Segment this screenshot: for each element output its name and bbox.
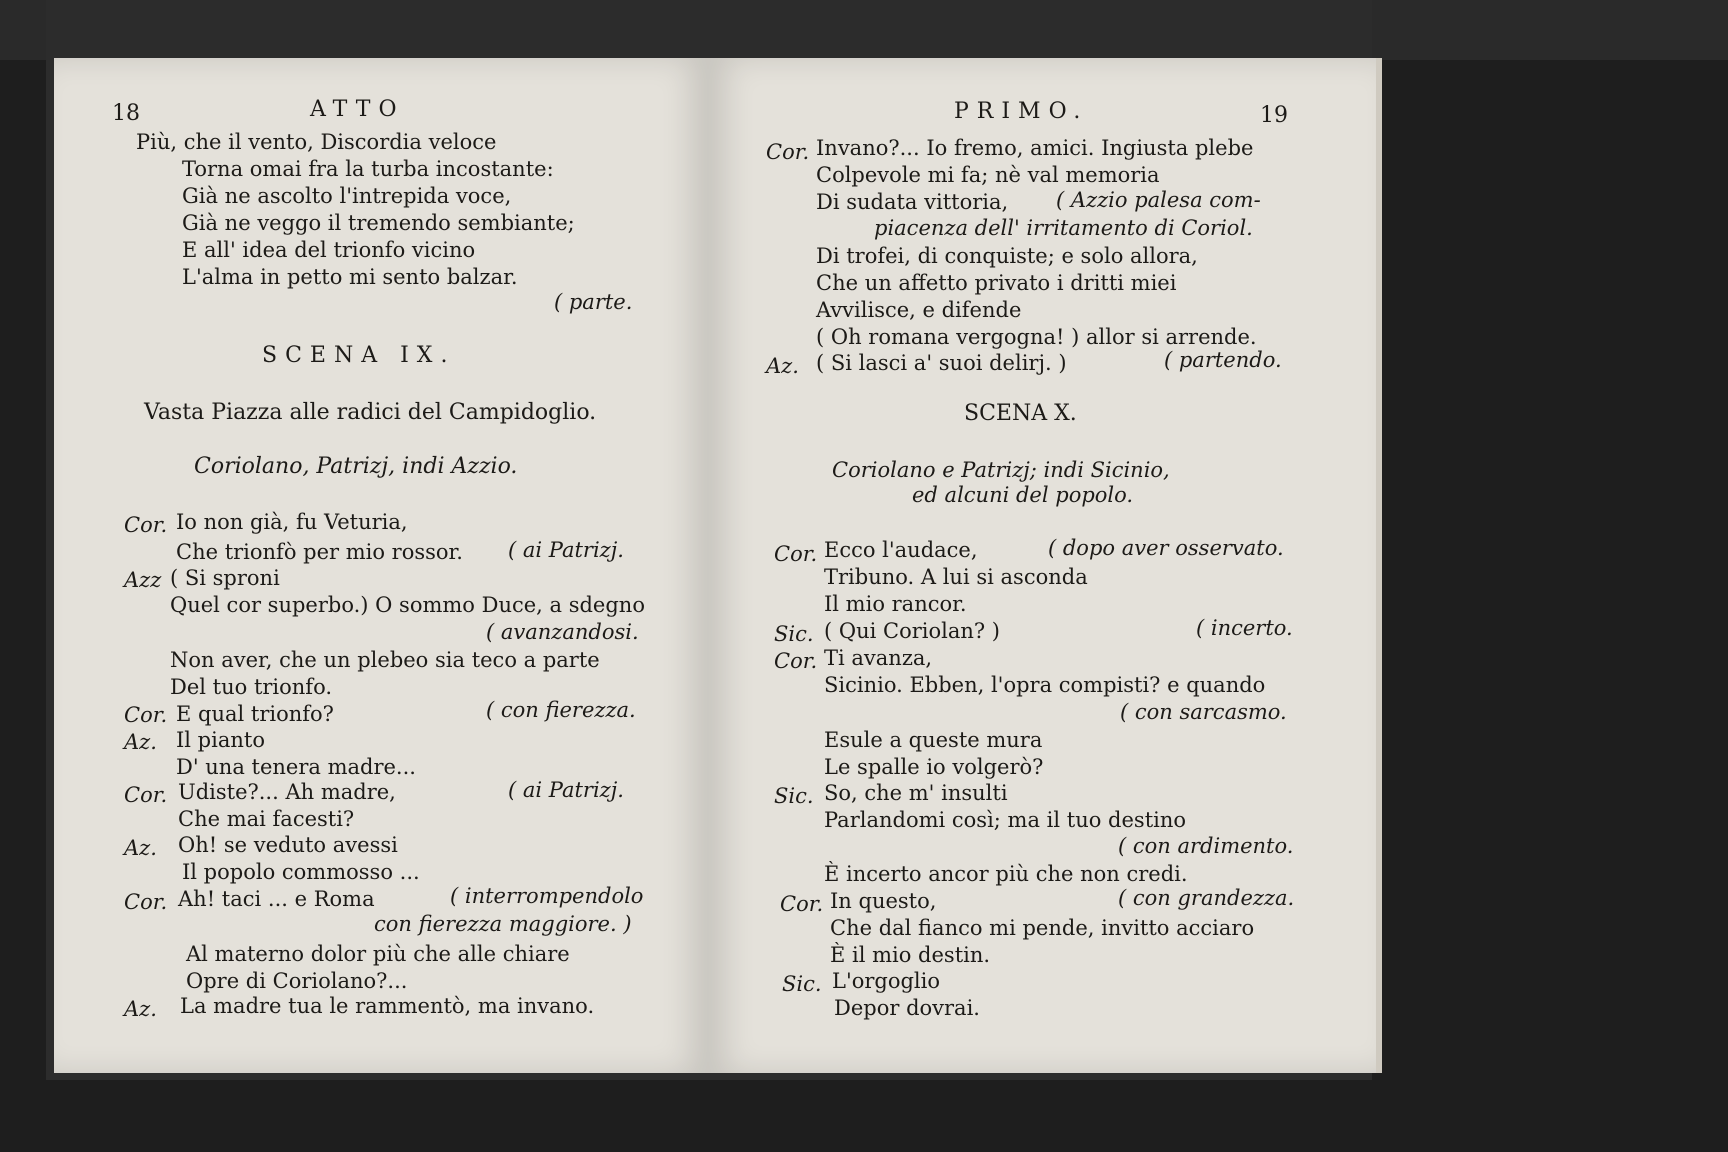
scene-characters: Coriolano, Patrizj, indi Azzio.: [194, 454, 518, 479]
scene-setting: Vasta Piazza alle radici del Campidoglio.: [144, 400, 597, 425]
speaker-label: Cor.: [124, 783, 168, 807]
dialogue-line: Ecco l'audace,: [824, 538, 978, 562]
dialogue-line: Al materno dolor più che alle chiare: [186, 942, 570, 966]
stage-direction: ( dopo aver osservato.: [1048, 536, 1284, 560]
verse-line: Più, che il vento, Discordia veloce: [136, 130, 497, 154]
dialogue-line: Del tuo trionfo.: [170, 675, 333, 699]
dialogue-line: Tribuno. A lui si asconda: [824, 565, 1088, 589]
speaker-label: Az.: [124, 997, 157, 1021]
left-page: [54, 58, 708, 1073]
dialogue-line: Oh! se veduto avessi: [178, 833, 398, 857]
verse-line: Già ne ascolto l'intrepida voce,: [182, 184, 512, 208]
dialogue-line: Colpevole mi fa; nè val memoria: [816, 163, 1160, 187]
dialogue-line: Non aver, che un plebeo sia teco a parte: [170, 648, 600, 672]
speaker-label: Cor.: [124, 890, 168, 914]
dialogue-line: Depor dovrai.: [834, 996, 980, 1020]
dialogue-line: In questo,: [830, 889, 937, 913]
stage-direction: ( partendo.: [1164, 348, 1282, 372]
verse-line: Già ne veggo il tremendo sembiante;: [182, 211, 575, 235]
stage-direction: ( incerto.: [1196, 616, 1293, 640]
dialogue-line: È incerto ancor più che non credi.: [824, 862, 1188, 886]
right-page: [708, 58, 1382, 1073]
verse-line: L'alma in petto mi sento balzar.: [182, 265, 518, 289]
scene-characters: ed alcuni del popolo.: [912, 483, 1134, 507]
dialogue-line: ( Si lasci a' suoi delirj. ): [816, 351, 1067, 375]
dialogue-line: Le spalle io volgerò?: [824, 755, 1044, 779]
speaker-label: Az.: [766, 354, 799, 378]
dialogue-line: Il mio rancor.: [824, 592, 967, 616]
dialogue-line: D' una tenera madre...: [176, 755, 416, 779]
dialogue-line: Invano?... Io fremo, amici. Ingiusta plebe: [816, 136, 1254, 160]
verse-line: Torna omai fra la turba incostante:: [182, 157, 554, 181]
verse-line: E all' idea del trionfo vicino: [182, 238, 476, 262]
dialogue-line: ( Qui Coriolan? ): [824, 619, 1000, 643]
running-head: ATTO: [310, 97, 405, 122]
dialogue-line: Udiste?... Ah madre,: [178, 780, 396, 804]
dialogue-line: ( Si sproni: [170, 566, 280, 590]
dialogue-line: Che trionfò per mio rossor.: [176, 540, 463, 564]
stage-direction: ( interrompendolo: [450, 884, 644, 908]
dialogue-line: Che mai facesti?: [178, 807, 355, 831]
dialogue-line: Di sudata vittoria,: [816, 190, 1009, 214]
dialogue-line: La madre tua le rammentò, ma invano.: [180, 994, 595, 1018]
dialogue-line: Che un affetto privato i dritti miei: [816, 271, 1177, 295]
page-number: 18: [112, 101, 140, 126]
stage-direction: ( Azzio palesa com-: [1056, 188, 1261, 212]
dialogue-line: Che dal fianco mi pende, invitto acciaro: [830, 916, 1255, 940]
dialogue-line: Esule a queste mura: [824, 728, 1043, 752]
stage-direction: ( con grandezza.: [1118, 886, 1295, 910]
speaker-label: Cor.: [766, 140, 810, 164]
scene-title: SCENA X.: [964, 401, 1077, 426]
dialogue-line: Opre di Coriolano?...: [186, 969, 408, 993]
speaker-label: Sic.: [774, 784, 814, 808]
scene-characters: Coriolano e Patrizj; indi Sicinio,: [832, 458, 1170, 482]
dialogue-line: Io non già, fu Veturia,: [176, 510, 408, 534]
speaker-label: Cor.: [124, 703, 168, 727]
stage-direction: ( con fierezza.: [486, 698, 636, 722]
dialogue-line: Il pianto: [176, 728, 265, 752]
dialogue-line: Di trofei, di conquiste; e solo allora,: [816, 244, 1198, 268]
dialogue-line: L'orgoglio: [832, 969, 941, 993]
dialogue-line: Ti avanza,: [824, 646, 933, 670]
dialogue-line: È il mio destin.: [830, 943, 991, 967]
speaker-label: Cor.: [124, 513, 168, 537]
dialogue-line: Quel cor superbo.) O sommo Duce, a sdegno: [170, 593, 645, 617]
dialogue-line: So, che m' insulti: [824, 781, 1008, 805]
stage-direction: ( parte.: [554, 290, 633, 314]
stage-direction: ( ai Patrizj.: [508, 538, 624, 562]
speaker-label: Az.: [124, 730, 157, 754]
dialogue-line: ( Oh romana vergogna! ) allor si arrende.: [816, 325, 1257, 349]
speaker-label: Sic.: [782, 972, 822, 996]
speaker-label: Az.: [124, 836, 157, 860]
speaker-label: Cor.: [774, 542, 818, 566]
stage-direction: ( con ardimento.: [1118, 834, 1294, 858]
running-head: PRIMO.: [954, 99, 1089, 124]
stage-direction: ( avanzandosi.: [486, 620, 639, 644]
dialogue-line: Sicinio. Ebben, l'opra compisti? e quando: [824, 673, 1266, 697]
stage-direction: ( ai Patrizj.: [508, 778, 624, 802]
stage-direction: con fierezza maggiore. ): [374, 912, 632, 936]
speaker-label: Cor.: [774, 649, 818, 673]
dialogue-line: Il popolo commosso ...: [182, 860, 420, 884]
speaker-label: Sic.: [774, 622, 814, 646]
page-number: 19: [1260, 103, 1288, 128]
scene-title: SCENA IX.: [262, 343, 456, 368]
speaker-label: Cor.: [780, 892, 824, 916]
dialogue-line: Ah! taci ... e Roma: [178, 887, 375, 911]
dialogue-line: E qual trionfo?: [176, 702, 334, 726]
stage-direction: piacenza dell' irritamento di Coriol.: [874, 216, 1253, 240]
dialogue-line: Avvilisce, e difende: [816, 298, 1022, 322]
speaker-label: Azz: [124, 568, 162, 592]
dialogue-line: Parlandomi così; ma il tuo destino: [824, 808, 1187, 832]
stage-direction: ( con sarcasmo.: [1120, 700, 1287, 724]
